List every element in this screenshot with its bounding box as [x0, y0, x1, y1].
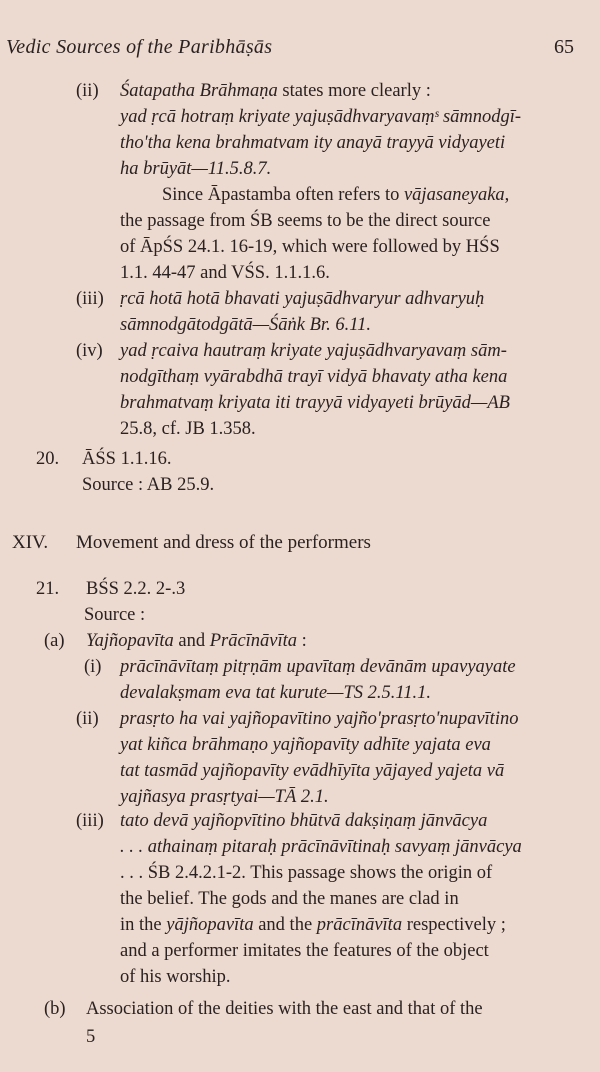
text-line: sāmnodgātodgātā—Śāṅk Br. 6.11. — [120, 315, 371, 335]
text-line: Yajñopavīta and Prācīnāvīta : — [86, 631, 307, 651]
text-line: 1.1. 44-47 and VŚS. 1.1.1.6. — [120, 263, 330, 283]
text-line: the passage from ŚB seems to be the direct source — [120, 211, 491, 231]
text-line: ĀŚS 1.1.16. — [82, 449, 172, 469]
note-number: 21. — [36, 579, 60, 599]
text-line: brahmatvaṃ kriyata iti trayyā vidyayeti brūyād—AB — [120, 393, 510, 413]
text-line: Association of the deities with the east and that of the — [86, 999, 483, 1019]
text-line: . . . ŚB 2.4.2.1-2. This passage shows the origin of — [120, 863, 493, 883]
text-line: yad ṛcā hotraṃ kriyate yajuṣādhvaryavaṃˢ sāmnodgī- — [120, 107, 522, 127]
item-label: (i) — [84, 657, 102, 677]
text-line: in the yājñopavīta and the prācīnāvīta respectively ; — [120, 915, 506, 935]
text-line: tat tasmād yajñopavīty evādhīyīta yājayed yajeta vā — [120, 761, 505, 781]
signature-mark: 5 — [86, 1027, 96, 1047]
sub-label: (b) — [44, 999, 66, 1019]
text-line: ha brūyāt—11.5.8.7. — [120, 159, 272, 179]
page-header — [6, 36, 574, 59]
text-line: nodgīthaṃ vyārabdhā trayī vidyā bhavaty atha kena — [120, 367, 508, 387]
text-line: BŚS 2.2. 2-.3 — [86, 579, 186, 599]
text-line: of ĀpŚS 24.1. 16-19, which were followed by HŚS — [120, 237, 500, 257]
section-title: Movement and dress of the performers — [76, 532, 371, 553]
item-label: (ii) — [76, 81, 99, 101]
item-label: (iv) — [76, 341, 103, 361]
text-line: Source : — [84, 605, 146, 625]
text-line: prācīnāvītaṃ pitṛṇām upavītaṃ devānām upavyayate — [120, 657, 516, 677]
text-line: tato devā yajñopvītino bhūtvā dakṣiṇaṃ jānvācya — [120, 811, 488, 831]
text-line: . . . athainaṃ pitaraḥ prācīnāvītinaḥ savyaṃ jānvācya — [120, 837, 522, 857]
text-line: of his worship. — [120, 967, 231, 987]
text-line: and a performer imitates the features of the object — [120, 941, 489, 961]
text-line: Śatapatha Brāhmaṇa states more clearly : — [120, 81, 431, 101]
note-number: 20. — [36, 449, 60, 469]
item-label: (iii) — [76, 811, 104, 831]
text-line: devalakṣmam eva tat kurute—TS 2.5.11.1. — [120, 683, 432, 703]
running-title: Vedic Sources of the Paribhāṣās — [6, 36, 273, 58]
text-line: prasṛto ha vai yajñopavītino yajño'prasṛto'nupavītino — [120, 709, 519, 729]
text-line: ṛcā hotā hotā bhavati yajuṣādhvaryur adhvaryuḥ — [120, 289, 485, 309]
text-line: Source : AB 25.9. — [82, 475, 215, 495]
text-line: yajñasya prasṛtyai—TĀ 2.1. — [120, 787, 329, 807]
text-line: yat kiñca brāhmaṇo yajñopavīty adhīte yajata eva — [120, 735, 491, 755]
item-label: (ii) — [76, 709, 99, 729]
text-line: yad ṛcaiva hautraṃ kriyate yajuṣādhvaryavaṃ sām- — [120, 341, 507, 361]
text-line: 25.8, cf. JB 1.358. — [120, 419, 256, 439]
section-number: XIV. — [12, 532, 49, 553]
page-number: 65 — [554, 36, 574, 58]
text-line: the belief. The gods and the manes are clad in — [120, 889, 459, 909]
text-line: Since Āpastamba often refers to vājasaneyaka, — [162, 185, 510, 205]
sub-label: (a) — [44, 631, 65, 651]
item-label: (iii) — [76, 289, 104, 309]
text-line: tho'tha kena brahmatvam ity anayā trayyā vidyayeti — [120, 133, 506, 153]
